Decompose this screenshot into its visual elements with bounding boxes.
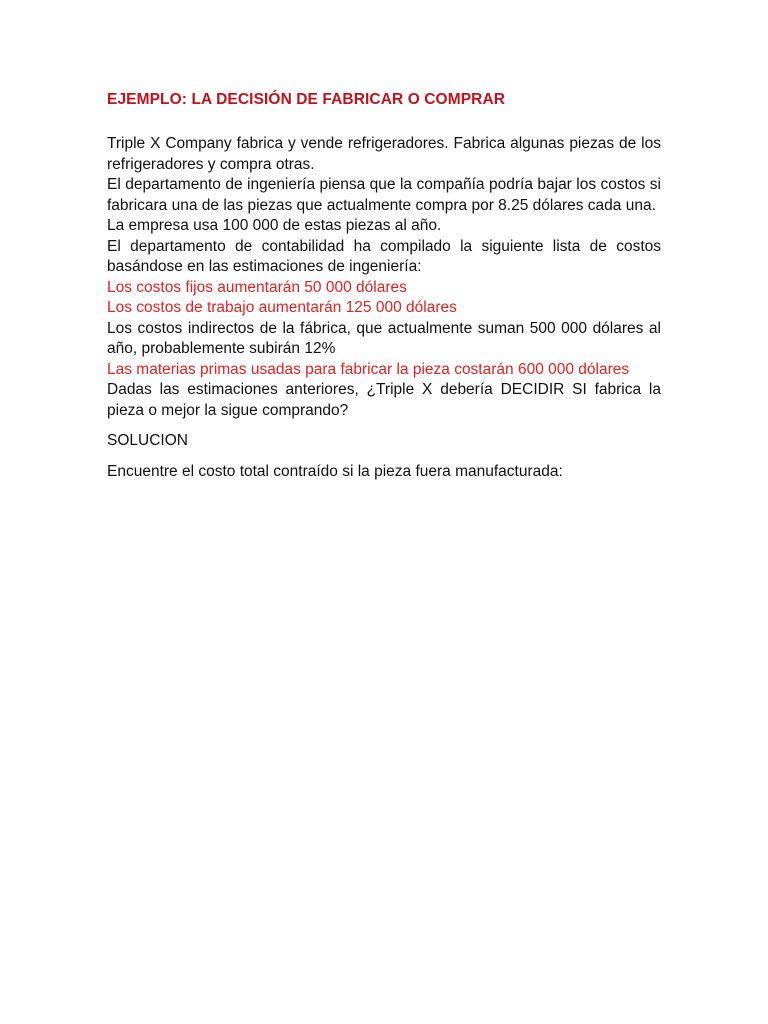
cost-item-labor: Los costos de trabajo aumentarán 125 000 dólares <box>107 299 457 316</box>
cost-item-fixed: Los costos fijos aumentarán 50 000 dólares <box>107 278 407 296</box>
paragraph-question: Dadas las estimaciones anteriores, ¿Triple X debería DECIDIR SI fabrica la pieza o mejor la sigue comprando? <box>107 381 661 419</box>
cost-item-materials: Las materias primas usadas para fabricar la pieza costarán 600 000 dólares <box>107 360 630 378</box>
paragraph-usage: La empresa usa 100 000 de estas piezas al año. <box>107 217 442 234</box>
paragraph-accounting: El departamento de contabilidad ha compilado la siguiente lista de costos basándose en las estimaciones de ingeniería: <box>107 237 661 275</box>
document-page <box>107 90 661 482</box>
section-label-solution: SOLUCION <box>107 432 188 449</box>
document-title: EJEMPLO: LA DECISIÓN DE FABRICAR O COMPRAR <box>107 91 506 108</box>
paragraph-engineering: El departamento de ingeniería piensa que la compañía podría bajar los costos si fabricara una de las piezas que actualmente compra por 8.25 dólares cada una. <box>107 176 661 214</box>
problem-statement <box>107 134 661 421</box>
paragraph-intro: Triple X Company fabrica y vende refrigeradores. Fabrica algunas piezas de los refrigeradores y compra otras. <box>107 135 661 173</box>
solution-prompt: Encuentre el costo total contraído si la pieza fuera manufacturada: <box>107 462 563 480</box>
paragraph-overhead: Los costos indirectos de la fábrica, que actualmente suman 500 000 dólares al año, probablemente subirán 12% <box>107 319 661 357</box>
